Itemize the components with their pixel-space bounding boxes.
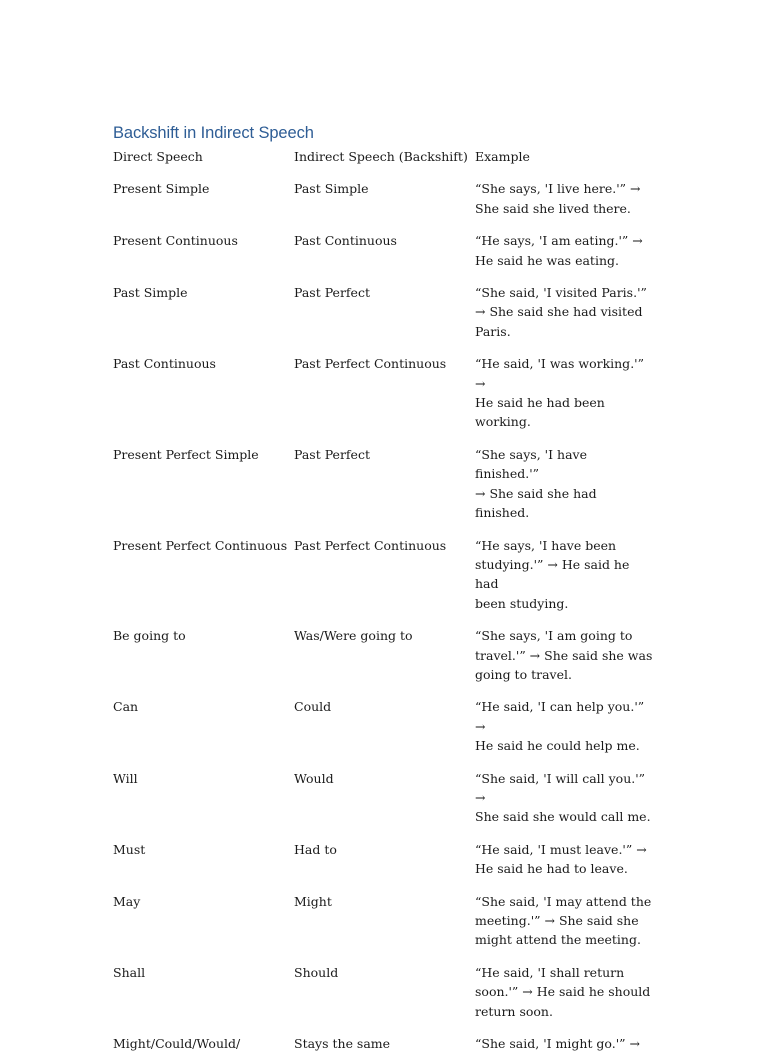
cell-indirect-speech: Was/Were going to — [294, 628, 413, 644]
table-row — [113, 697, 653, 755]
cell-example: “She said, 'I may attend the meeting.'” → She said she might attend the meeting. — [475, 893, 652, 948]
cell-indirect-speech: Stays the same — [294, 1036, 391, 1052]
cell-direct-speech: Present Continuous — [113, 233, 238, 249]
cell-direct-speech: May — [113, 893, 141, 909]
cell-indirect-speech: Past Perfect — [294, 285, 370, 301]
cell-example: “She said, 'I will call you.'” → She said she would call me. — [475, 770, 651, 825]
cell-example: “He said, 'I was working.'” → He said he had been working. — [475, 356, 644, 430]
cell-example: “He said, 'I must leave.'” → He said he had to leave. — [475, 841, 647, 877]
table-row — [113, 840, 653, 879]
cell-indirect-speech: Past Perfect Continuous — [294, 537, 447, 553]
table-row — [113, 769, 653, 827]
table-row — [113, 536, 653, 614]
cell-direct-speech: Present Perfect Simple — [113, 446, 259, 462]
cell-example: “She says, 'I live here.'” → She said she lived there. — [475, 181, 641, 216]
cell-direct-speech: Present Simple — [113, 181, 210, 197]
cell-indirect-speech: Should — [294, 964, 339, 980]
table-header-row — [113, 147, 653, 166]
cell-direct-speech: Must — [113, 841, 146, 857]
table-row — [113, 283, 653, 341]
header-direct-speech: Direct Speech — [113, 149, 203, 164]
cell-example: “He said, 'I can help you.'” → He said he could help me. — [475, 699, 645, 754]
cell-indirect-speech: Had to — [294, 841, 337, 857]
table-row — [113, 626, 653, 684]
table-row — [113, 179, 653, 218]
cell-example: “She says, 'I have finished.'” → She said she had finished. — [475, 446, 597, 521]
header-indirect-speech: Indirect Speech (Backshift) — [294, 149, 468, 164]
header-example: Example — [475, 149, 530, 164]
cell-example: “She said, 'I visited Paris.'” → She said she had visited Paris. — [475, 285, 647, 339]
cell-example: “He said, 'I shall return soon.'” → He said he should return soon. — [475, 964, 651, 1019]
cell-indirect-speech: Past Perfect Continuous — [294, 356, 447, 372]
cell-indirect-speech: Past Continuous — [294, 233, 397, 249]
cell-example: “She said, 'I might go.'” → — [475, 1036, 640, 1052]
cell-indirect-speech: Past Perfect — [294, 446, 370, 462]
cell-direct-speech: Be going to — [113, 628, 186, 644]
cell-direct-speech: Might/Could/Would/ — [113, 1036, 241, 1052]
cell-indirect-speech: Past Simple — [294, 181, 369, 197]
cell-example: “He says, 'I am eating.'” → He said he was eating. — [475, 233, 643, 268]
cell-example: “He says, 'I have been studying.'” → He said he had been studying. — [475, 537, 630, 611]
cell-direct-speech: Past Simple — [113, 285, 188, 301]
cell-direct-speech: Past Continuous — [113, 356, 216, 372]
table-row — [113, 354, 653, 432]
cell-direct-speech: Can — [113, 699, 139, 715]
table-row — [113, 445, 653, 523]
cell-indirect-speech: Could — [294, 699, 332, 715]
cell-indirect-speech: Would — [294, 770, 334, 786]
cell-direct-speech: Present Perfect Continuous — [113, 537, 288, 553]
table-row — [113, 963, 653, 1021]
cell-direct-speech: Will — [113, 770, 138, 786]
table-row — [113, 892, 653, 950]
cell-direct-speech: Shall — [113, 964, 146, 980]
backshift-table — [113, 147, 653, 1053]
table-body — [113, 179, 653, 1053]
cell-indirect-speech: Might — [294, 893, 332, 909]
table-row — [113, 1034, 653, 1053]
table-row — [113, 231, 653, 270]
cell-example: “She says, 'I am going to travel.'” → She said she was going to travel. — [475, 628, 653, 682]
document-heading: Backshift in Indirect Speech — [113, 124, 314, 142]
